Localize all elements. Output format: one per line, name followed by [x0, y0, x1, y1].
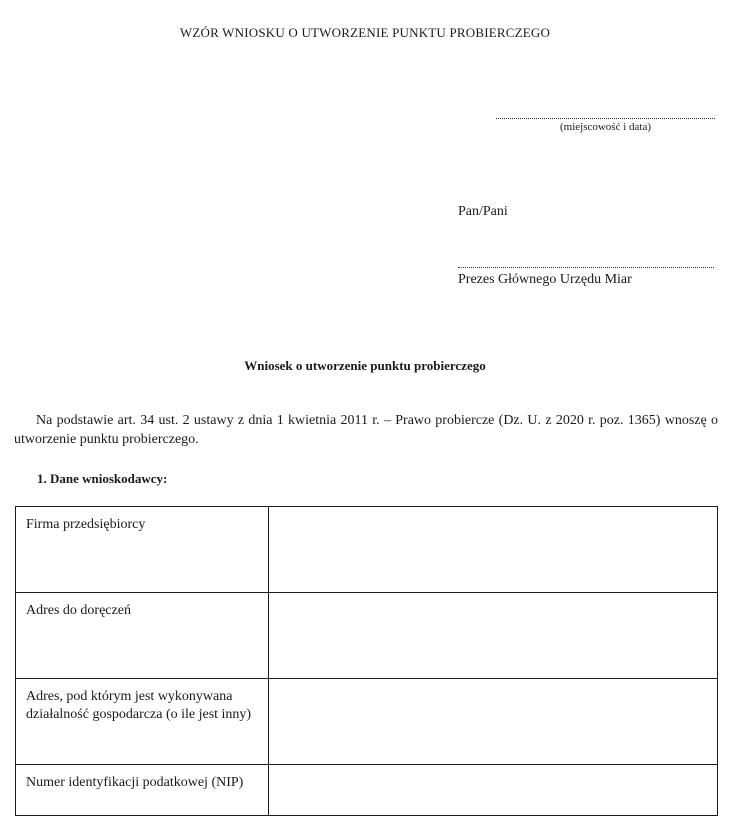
addressee-salutation: Pan/Pani: [458, 204, 508, 219]
table-row: [16, 765, 718, 816]
field-value-delivery-address[interactable]: [269, 593, 718, 679]
place-date-line: [496, 108, 715, 119]
table-row: [16, 679, 718, 765]
addressee-title: Prezes Głównego Urzędu Miar: [458, 272, 632, 287]
field-value-company[interactable]: [269, 507, 718, 593]
field-value-nip[interactable]: [269, 765, 718, 816]
field-label-company: Firma przedsiębiorcy: [16, 507, 269, 593]
place-date-caption: (miejscowość i data): [559, 121, 652, 133]
table-row: [16, 593, 718, 679]
field-label-business-address: Adres, pod którym jest wykonywana działalność gospodarcza (o ile jest inny): [16, 679, 269, 765]
table-row: [16, 507, 718, 593]
page-title: WZÓR WNIOSKU O UTWORZENIE PUNKTU PROBIERCZEGO: [179, 25, 551, 40]
applicant-data-table: [15, 506, 718, 816]
field-label-delivery-address: Adres do doręczeń: [16, 593, 269, 679]
intro-paragraph: Na podstawie art. 34 ust. 2 ustawy z dnia 1 kwietnia 2011 r. – Prawo probiercze (Dz. U. z 2020 r. poz. 1365) wnoszę o utworzenie punktu probierczego.: [14, 413, 718, 447]
addressee-name-line: [458, 257, 714, 268]
section-heading-applicant: 1. Dane wnioskodawcy:: [37, 471, 168, 486]
field-value-business-address[interactable]: [269, 679, 718, 765]
field-label-nip: Numer identyfikacji podatkowej (NIP): [16, 765, 269, 816]
document-heading: Wniosek o utworzenie punktu probierczego: [244, 358, 486, 373]
